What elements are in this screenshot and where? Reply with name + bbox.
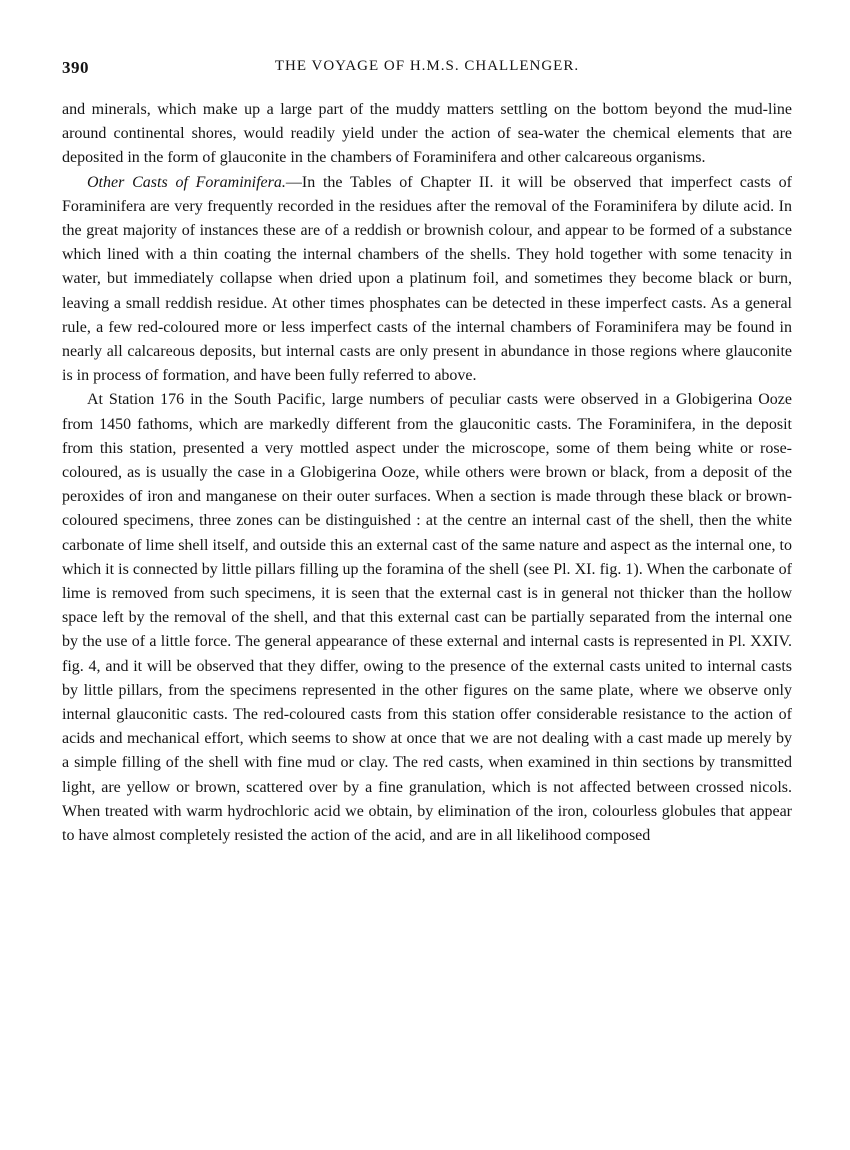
section-heading: Other Casts of Foraminifera. xyxy=(87,173,286,191)
paragraph-text: and minerals, which make up a large part of the muddy matters settling on the bottom beyond the mud-line around continental shores, would readily yield under the action of sea-water the chemical elements that are deposited in the form of glauconite in the chambers of Foraminifera and other calcareous organisms. xyxy=(62,101,792,167)
paragraph-3 xyxy=(62,388,792,848)
paragraph-text: —In the Tables of Chapter II. it will be observed that imperfect casts of Foraminifera are very frequently recorded in the residues after the removal of the Foraminifera by dilute acid. In the great majority of instances these are of a reddish or brownish colour, and appear to be formed of a substance which lined with a thin coating the internal chambers of the shells. They hold together with some tenacity in water, but immediately collapse when dried upon a platinum foil, and sometimes they become black or burn, leaving a small reddish residue. At other times phosphates can be detected in these imperfect casts. As a general rule, a few red-coloured more or less imperfect casts of the internal chambers of Foraminifera may be found in nearly all calcareous deposits, but internal casts are only present in abundance in those regions where glauconite is in process of formation, and have been fully referred to above. xyxy=(62,173,793,385)
running-title: THE VOYAGE OF H.M.S. CHALLENGER. xyxy=(274,58,580,74)
page-number: 390 xyxy=(62,58,89,77)
paragraph-2 xyxy=(62,171,792,389)
body-text xyxy=(62,98,792,848)
paragraph-text: At Station 176 in the South Pacific, large numbers of peculiar casts were observed in a Globigerina Ooze from 1450 fathoms, which are markedly different from the glauconitic casts. The Foraminifera, in the deposit from this station, presented a very mottled aspect under the microscope, some of them being white or rose-coloured, as is usually the case in a Globigerina Ooze, while others were brown or black, from a deposit of the peroxides of iron and manganese on their outer surfaces. When a section is made through these black or brown-coloured specimens, three zones can be distinguished : at the centre an internal cast of the shell, then the white carbonate of lime shell itself, and outside this an external cast of the same nature and aspect as the internal one, to which it is connected by little pillars filling up the foramina of the shell (see Pl. XI. fig. 1). When the carbonate of lime is removed from such specimens, it is seen that the external cast is in general not thicker than the hollow space left by the removal of the shell, and that this external cast can be partially separated from the internal one by the use of a little force. The general appearance of these external and internal casts is represented in Pl. XXIV. fig. 4, and it will be observed that they differ, owing to the presence of the external casts united to internal casts by little pillars, from the specimens represented in the other figures on the same plate, where we observe only internal glauconitic casts. The red-coloured casts from this station offer considerable resistance to the action of acids and mechanical effort, which seems to show at once that we are not dealing with a cast made up merely by a simple filling of the shell with fine mud or clay. The red casts, when examined in thin sections by transmitted light, are yellow or brown, scattered over by a fine granulation, which is not affected between crossed nicols. When treated with warm hydrochloric acid we obtain, by elimination of the iron, colourless globules that appear to have almost completely resisted the action of the acid, and are in all likelihood composed xyxy=(62,391,792,845)
paragraph-1 xyxy=(62,98,792,171)
document-page xyxy=(62,58,792,848)
running-head xyxy=(62,58,792,86)
